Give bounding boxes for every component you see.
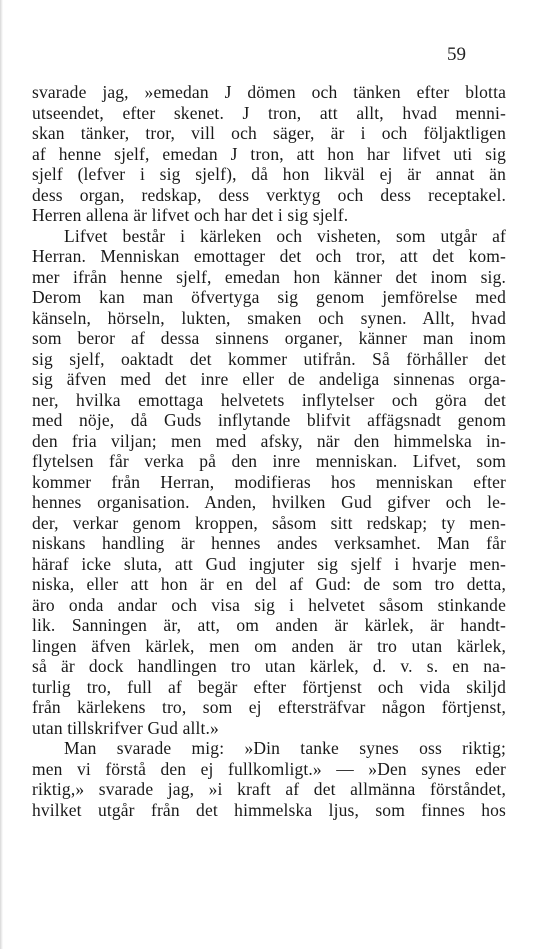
text-line: mer ifrån henne sjelf, emedan hon känner det inom sig. [32, 266, 506, 287]
text-line: Man svarade mig: »Din tanke synes oss riktig; [64, 738, 506, 758]
text-line: niskans handling är hennes andes verksamhet. Man får [32, 533, 506, 553]
text-line: lik. Sanningen är, att, om anden är kärlek, är handt- [32, 615, 506, 635]
text-line: dess organ, redskap, dess verktyg och dess receptakel. [32, 184, 506, 205]
text-line: den fria viljan; men med afsky, när den himmelska in- [32, 430, 506, 451]
page-number: 59 [447, 44, 466, 65]
text-line: sjelf (lefver i sig sjelf), då hon likväl ej är annat än [32, 164, 506, 184]
text-line: der, verkar genom kroppen, såsom sitt redskap; ty men- [32, 512, 506, 533]
text-line: med nöje, då Guds inflytande blifvit affägsnadt genom [32, 410, 506, 430]
text-line: men vi förstå den ej fullkomligt.» — »Den synes eder [32, 758, 506, 779]
text-line: utan tillskrifver Gud allt.» [32, 717, 219, 738]
text-line: känseln, hörseln, lukten, smaken och synen. Allt, hvad [32, 307, 506, 328]
text-line: niska, eller att hon är en del af Gud: de som tro detta, [32, 574, 506, 594]
text-line: turlig tro, full af begär efter förtjenst och vida skiljd [32, 676, 506, 697]
text-line: utseendet, efter skenet. J tron, att allt, hvad menni- [32, 102, 506, 123]
text-line: Herran. Menniskan emottager det och tror, att det kom- [32, 246, 506, 266]
text-line: hennes organisation. Anden, hvilken Gud gifver och le- [32, 492, 506, 512]
text-line: riktig,» svarade jag, »i kraft af det allmänna förståndet, [32, 779, 506, 799]
text-line: hvilket utgår från det himmelska ljus, som finnes hos [32, 799, 506, 820]
text-line: kommer från Herran, modifieras hos menniskan efter [32, 471, 506, 492]
text-line: ner, hvilka emottaga helvetets inflytelser och göra det [32, 389, 506, 410]
text-line: sig sjelf, oaktadt det kommer utifrån. Så förhåller det [32, 348, 506, 369]
text-line: som beror af dessa sinnens organer, känner man inom [32, 328, 506, 348]
text-line: af henne sjelf, emedan J tron, att hon har lifvet uti sig [32, 143, 506, 164]
text-line: svarade jag, »emedan J dömen och tänken efter blotta [32, 82, 506, 102]
text-line: lingen äfven kärlek, men om anden är tro utan kärlek, [32, 635, 506, 656]
text-line: så är dock handlingen tro utan kärlek, d. v. s. en na- [32, 656, 506, 676]
page-spine-shadow [0, 0, 3, 949]
body-text [32, 82, 506, 820]
text-line: Herren allena är lifvet och har det i sig sjelf. [32, 205, 349, 225]
text-line: skan tänker, tror, vill och säger, är i och följaktligen [32, 123, 506, 143]
text-line: från kärlekens tro, som ej eftersträfvar någon förtjenst, [32, 697, 506, 717]
text-line: flytelsen får verka på den inre menniskan. Lifvet, som [32, 451, 506, 471]
text-line: häraf icke sluta, att Gud ingjuter sig sjelf i hvarje men- [32, 553, 506, 574]
text-line: Derom kan man öfvertyga sig genom jemförelse med [32, 287, 506, 307]
text-line: äro onda andar och visa sig i helvetet såsom stinkande [32, 594, 506, 615]
text-line: sig äfven med det inre eller de andeliga sinnenas orga- [32, 369, 506, 389]
text-line: Lifvet består i kärleken och visheten, som utgår af [64, 225, 506, 246]
